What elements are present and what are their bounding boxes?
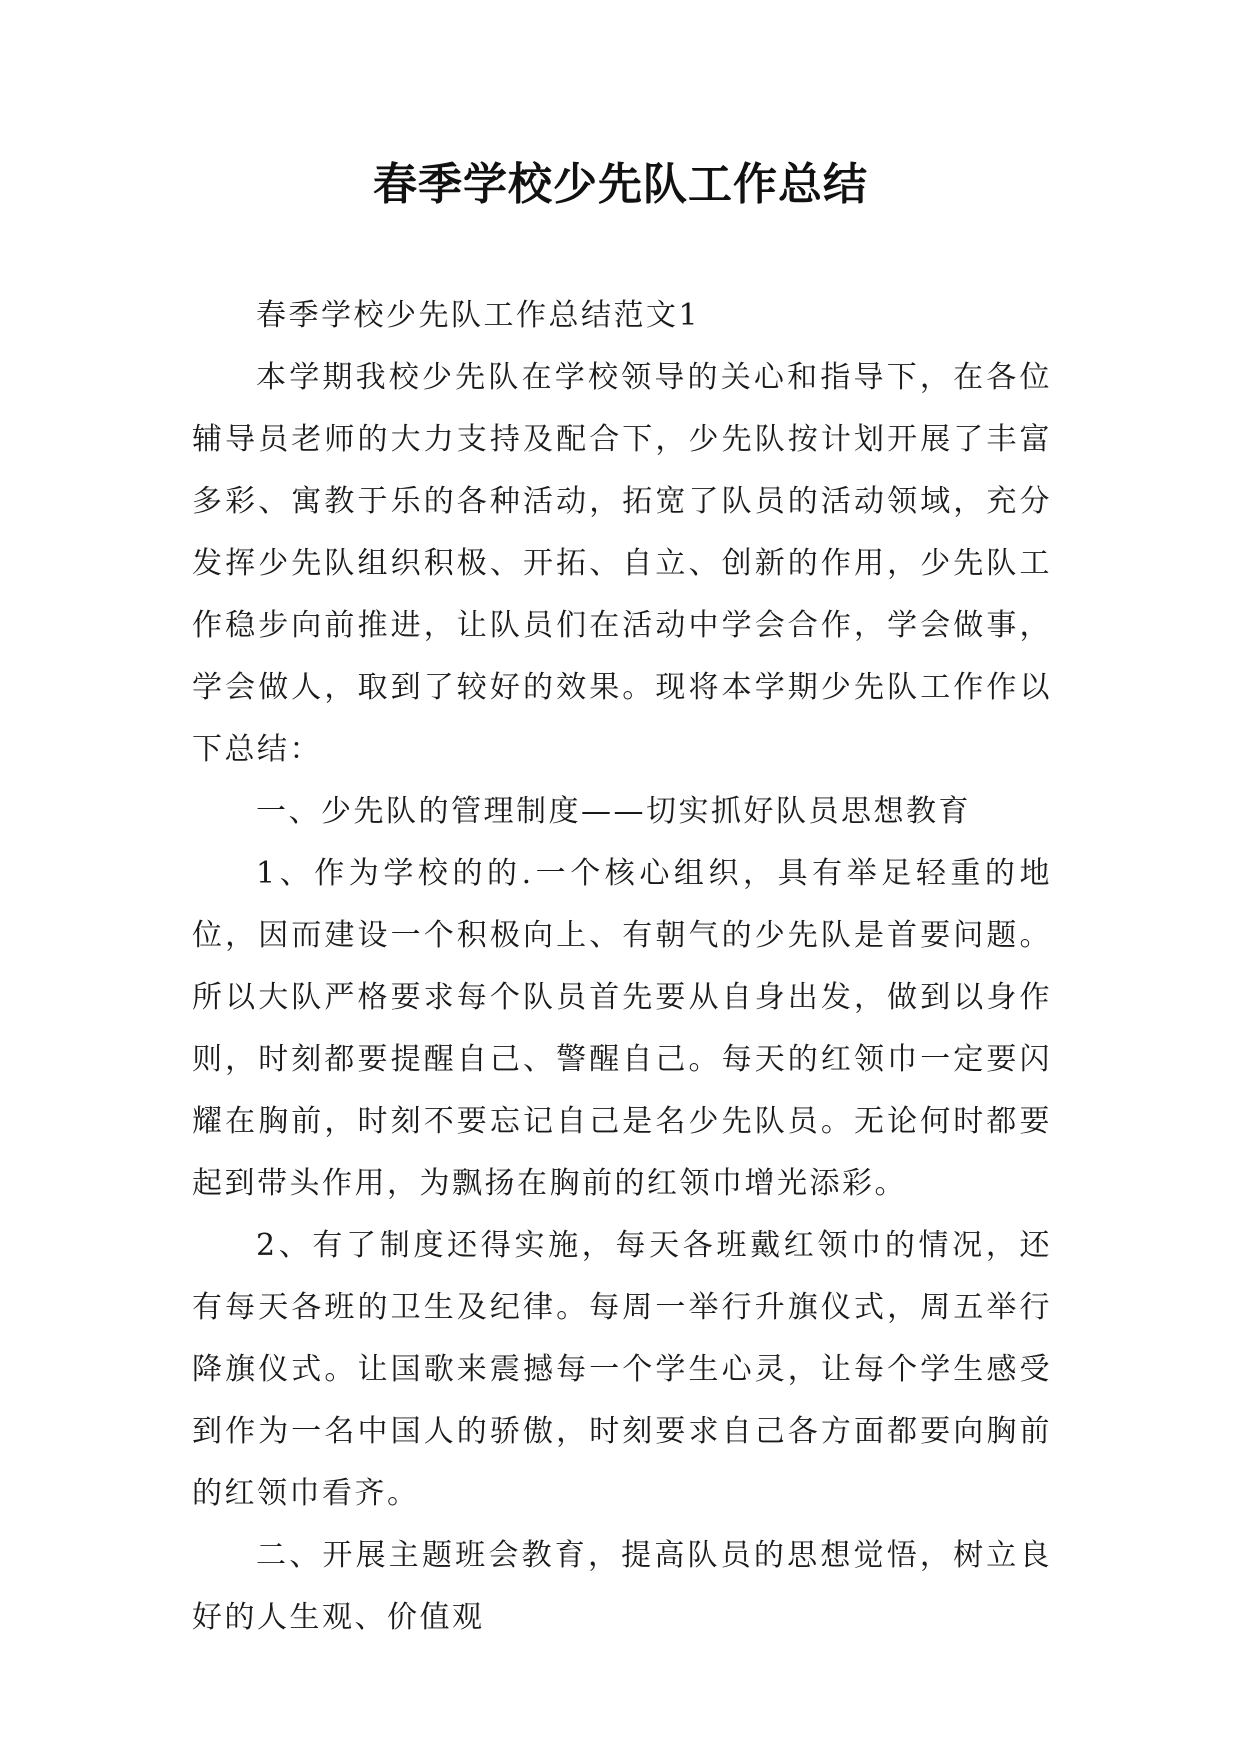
paragraph-heading-sample: 春季学校少先队工作总结范文1 — [256, 298, 701, 333]
paragraph-point-2: 2、有了制度还得实施，每天各班戴红领巾的情况，还有每天各班的卫生及纪律。每周一举行升旗仪式，周五举行降旗仪式。让国歌来震撼每一个学生心灵，让每个学生感受到作为一名中国人的骄傲，时刻要求自己各方面都要向胸前的红领巾看齐。 — [192, 1228, 1052, 1511]
section-heading-2: 二、开展主题班会教育，提高队员的思想觉悟，树立良好的人生观、价值观 — [192, 1538, 1052, 1635]
section-heading-1: 一、少先队的管理制度——切实抓好队员思想教育 — [256, 794, 971, 829]
paragraph-intro: 本学期我校少先队在学校领导的关心和指导下，在各位辅导员老师的大力支持及配合下，少先队按计划开展了丰富多彩、寓教于乐的各种活动，拓宽了队员的活动领域，充分发挥少先队组织积极、开拓、自立、创新的作用，少先队工作稳步向前推进，让队员们在活动中学会合作，学会做事，学会做人，取到了较好的效果。现将本学期少先队工作作以下总结： — [192, 360, 1052, 767]
document-body — [192, 285, 1052, 1649]
paragraph-point-1: 1、作为学校的的.一个核心组织，具有举足轻重的地位，因而建设一个积极向上、有朝气的少先队是首要问题。所以大队严格要求每个队员首先要从自身出发，做到以身作则，时刻都要提醒自己、警醒自己。每天的红领巾一定要闪耀在胸前，时刻不要忘记自己是名少先队员。无论何时都要起到带头作用，为飘扬在胸前的红领巾增光添彩。 — [192, 856, 1052, 1201]
document-title: 春季学校少先队工作总结 — [373, 159, 868, 210]
